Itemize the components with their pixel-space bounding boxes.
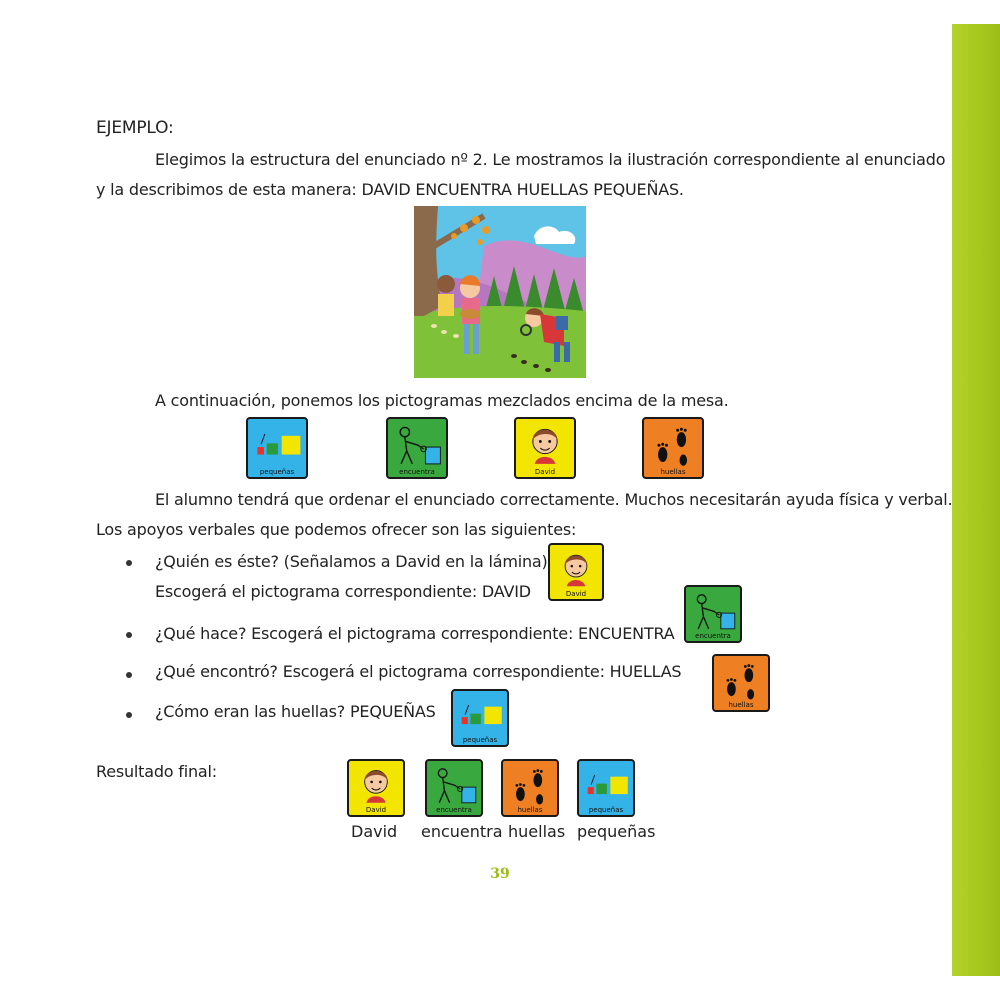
paragraph-3-line-1: El alumno tendrá que ordenar el enunciado correctamente. Muchos necesitarán ayuda física y verbal. bbox=[155, 490, 953, 509]
bullet-dot bbox=[126, 712, 132, 718]
pictogram-label: huellas bbox=[660, 468, 686, 476]
final-caption: pequeñas bbox=[577, 822, 656, 841]
pictogram-label: David bbox=[365, 806, 387, 814]
bullet-dot bbox=[126, 560, 132, 566]
pictogram-label: David bbox=[534, 468, 556, 476]
scene-illustration bbox=[414, 206, 586, 378]
pictogram-encuentra bbox=[684, 585, 742, 643]
bullet-2: ¿Qué hace? Escogerá el pictograma correspondiente: ENCUENTRA bbox=[155, 624, 675, 643]
pictogram-david bbox=[548, 543, 604, 601]
pictogram-label: encuentra bbox=[436, 806, 472, 814]
bullet-1-line-2: Escogerá el pictograma correspondiente: DAVID bbox=[155, 582, 531, 601]
final-caption: encuentra bbox=[421, 822, 503, 841]
bullet-1-line-1: ¿Quién es éste? (Señalamos a David en la lámina) bbox=[155, 552, 548, 571]
pictogram-label: David bbox=[565, 590, 587, 598]
pictogram-label: pequeñas bbox=[259, 468, 295, 476]
pictogram-label: pequeñas bbox=[462, 736, 498, 744]
paragraph-1-line-2: y la describimos de esta manera: DAVID ENCUENTRA HUELLAS PEQUEÑAS. bbox=[96, 180, 684, 199]
final-caption: David bbox=[351, 822, 398, 841]
page-edge-bar bbox=[952, 24, 1000, 976]
pictogram-label: huellas bbox=[517, 806, 543, 814]
pictogram-david bbox=[514, 417, 576, 479]
bullet-dot bbox=[126, 672, 132, 678]
pictogram-label: encuentra bbox=[695, 632, 731, 640]
bullet-4: ¿Cómo eran las huellas? PEQUEÑAS bbox=[155, 702, 436, 721]
paragraph-1-line-1: Elegimos la estructura del enunciado nº 2. Le mostramos la ilustración correspondiente al enunciado bbox=[155, 150, 946, 169]
final-caption: huellas bbox=[508, 822, 566, 841]
pictogram-huellas bbox=[642, 417, 704, 479]
pictogram-label: huellas bbox=[728, 701, 754, 709]
page-number: 39 bbox=[490, 866, 510, 882]
pictogram-huellas bbox=[501, 759, 559, 817]
pictogram-label: encuentra bbox=[399, 468, 435, 476]
pictogram-pequenas bbox=[451, 689, 509, 747]
pictogram-david bbox=[347, 759, 405, 817]
pictogram-huellas bbox=[712, 654, 770, 712]
pictogram-label: pequeñas bbox=[588, 806, 624, 814]
pictogram-pequenas bbox=[246, 417, 308, 479]
pictogram-pequenas bbox=[577, 759, 635, 817]
final-result-label: Resultado final: bbox=[96, 762, 217, 781]
pictogram-encuentra bbox=[425, 759, 483, 817]
paragraph-3-line-2: Los apoyos verbales que podemos ofrecer son las siguientes: bbox=[96, 520, 577, 539]
pictogram-encuentra bbox=[386, 417, 448, 479]
bullet-dot bbox=[126, 632, 132, 638]
bullet-3: ¿Qué encontró? Escogerá el pictograma correspondiente: HUELLAS bbox=[155, 662, 682, 681]
paragraph-2: A continuación, ponemos los pictogramas mezclados encima de la mesa. bbox=[155, 391, 729, 410]
section-heading: EJEMPLO: bbox=[96, 118, 174, 138]
